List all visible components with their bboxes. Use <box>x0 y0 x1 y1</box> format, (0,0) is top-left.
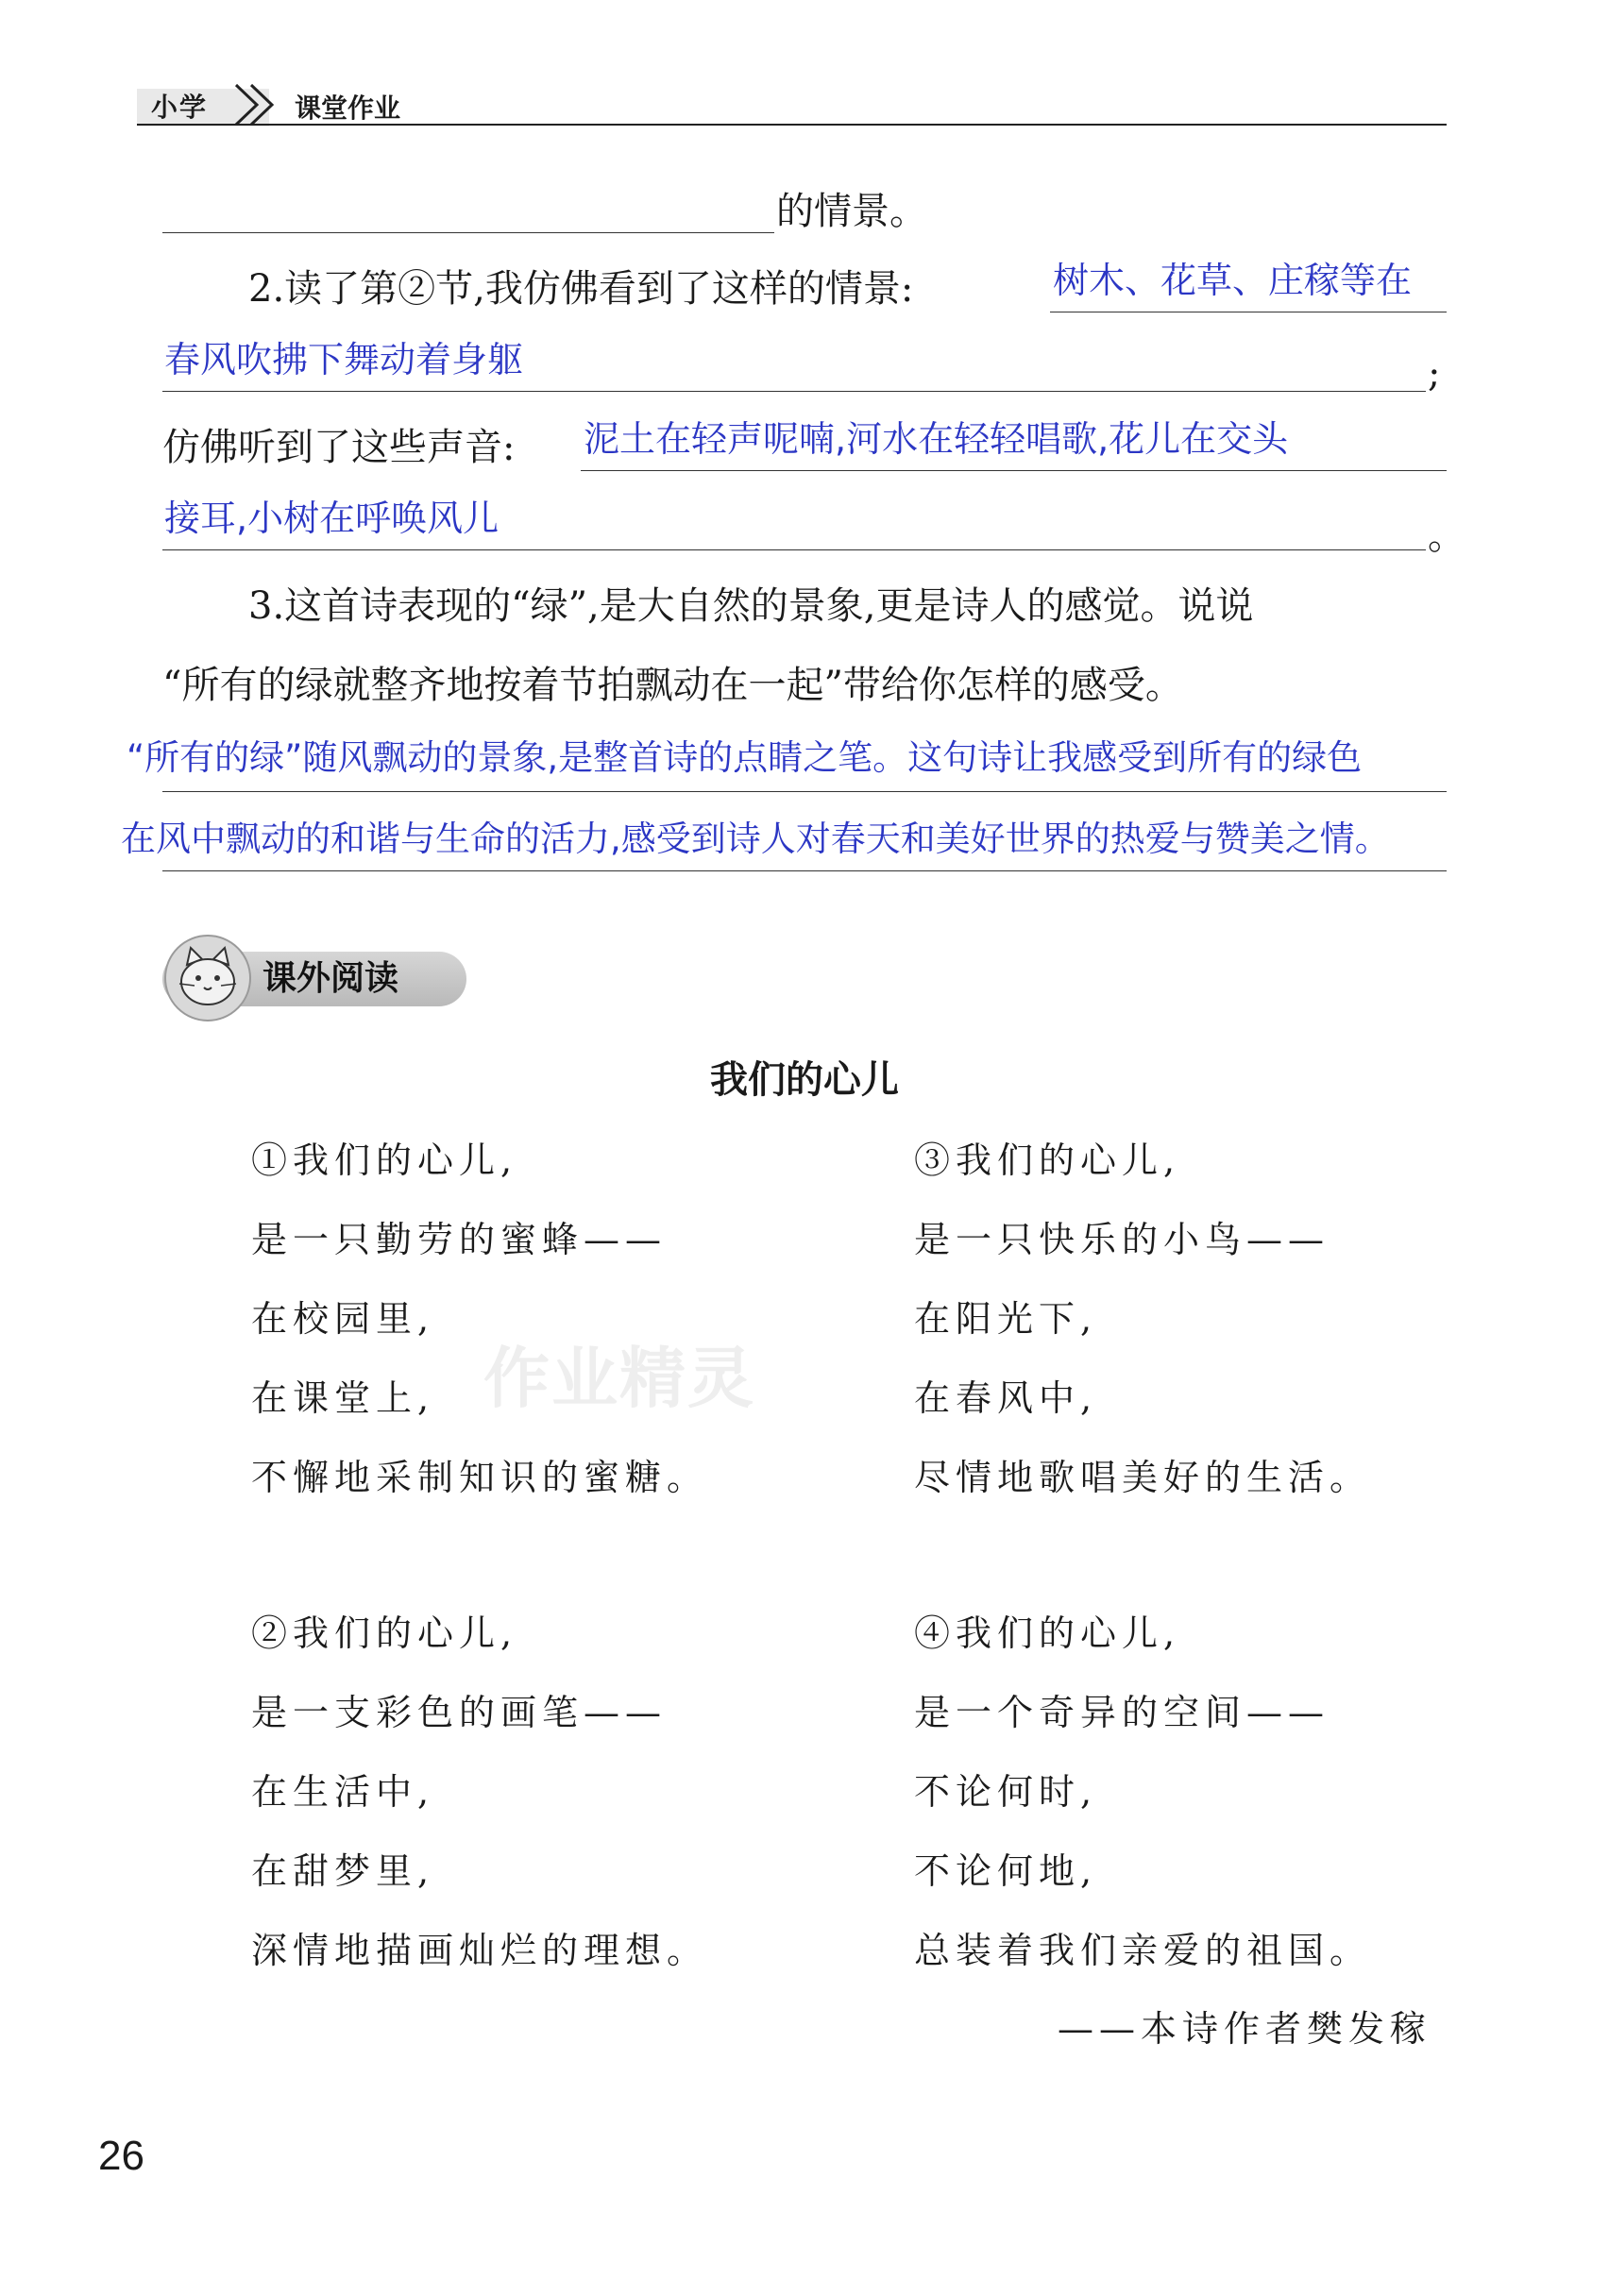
watermark: 作业精灵 <box>483 1340 755 1417</box>
poem-author: ——本诗作者樊发稼 <box>1058 2008 1432 2050</box>
poem-line: 尽情地歌唱美好的生活。 <box>914 1457 1372 1498</box>
q2-answer2-line2: 接耳,小树在呼唤风儿 <box>164 498 500 539</box>
cat-icon <box>164 935 251 1021</box>
q2-line-c <box>581 470 1447 471</box>
q3-line1: 3.这首诗表现的“绿”,是大自然的景象,更是诗人的感觉。说说 <box>248 584 1254 628</box>
q2-end-period: 。 <box>1428 515 1465 558</box>
q2-answer2-line1: 泥土在轻声呢喃,河水在轻轻唱歌,花儿在交头 <box>584 418 1289 460</box>
chevron-right-icon <box>230 81 287 128</box>
poem-line: 是一只勤劳的蜜蜂—— <box>251 1219 668 1260</box>
header-rule <box>137 124 1447 126</box>
q3-line-a <box>162 791 1447 792</box>
q3-line2: “所有的绿就整齐地按着节拍飘动在一起”带给你怎样的感受。 <box>162 664 1183 707</box>
poem-line: 在甜梦里, <box>251 1850 435 1892</box>
poem-line: ①我们的心儿, <box>251 1140 518 1181</box>
q2-answer-line2: 春风吹拂下舞动着身躯 <box>164 339 524 380</box>
poem-line: 不论何地, <box>914 1850 1098 1892</box>
poem-line: 总装着我们亲爱的祖国。 <box>914 1930 1372 1971</box>
page-number: 26 <box>98 2133 144 2179</box>
poem-title: 我们的心儿 <box>710 1058 899 1102</box>
poem-line: 不懈地采制知识的蜜糖。 <box>251 1457 709 1498</box>
poem-line: 在春风中, <box>914 1377 1098 1419</box>
poem-line: 是一只快乐的小鸟—— <box>914 1219 1330 1260</box>
q3-answer-line2: 在风中飘动的和谐与生命的活力,感受到诗人对春天和美好世界的热爱与赞美之情。 <box>121 819 1390 859</box>
poem-line: 在课堂上, <box>251 1377 435 1419</box>
q3-line-b <box>162 870 1447 871</box>
poem-line: 是一个奇异的空间—— <box>914 1692 1330 1733</box>
q1-tail-text: 的情景。 <box>776 190 927 233</box>
q2-answer-line1: 树木、花草、庄稼等在 <box>1053 260 1413 301</box>
poem-line: 在校园里, <box>251 1298 435 1340</box>
poem-line: ②我们的心儿, <box>251 1612 518 1654</box>
q2-line-d <box>162 549 1426 550</box>
q2-line-b <box>162 391 1426 392</box>
q2-end-semicolon: ; <box>1428 352 1441 396</box>
poem-line: 不论何时, <box>914 1771 1098 1813</box>
header-book-title: 课堂作业 <box>295 93 401 124</box>
poem-line: ③我们的心儿, <box>914 1140 1181 1181</box>
header-series: 小学 <box>151 92 209 123</box>
poem-line: 在阳光下, <box>914 1298 1098 1340</box>
q1-answer-line <box>162 232 774 233</box>
q2-prompt: 2.读了第②节,我仿佛看到了这样的情景: <box>248 267 914 311</box>
poem-line: 是一支彩色的画笔—— <box>251 1692 668 1733</box>
poem-line: 在生活中, <box>251 1771 435 1813</box>
section-title: 课外阅读 <box>263 959 399 998</box>
q2-prompt2: 仿佛听到了这些声音: <box>162 426 516 469</box>
poem-line: 深情地描画灿烂的理想。 <box>251 1930 709 1971</box>
poem-line: ④我们的心儿, <box>914 1612 1181 1654</box>
q3-answer-line1: “所有的绿”随风飘动的景象,是整首诗的点睛之笔。这句诗让我感受到所有的绿色 <box>127 737 1363 778</box>
